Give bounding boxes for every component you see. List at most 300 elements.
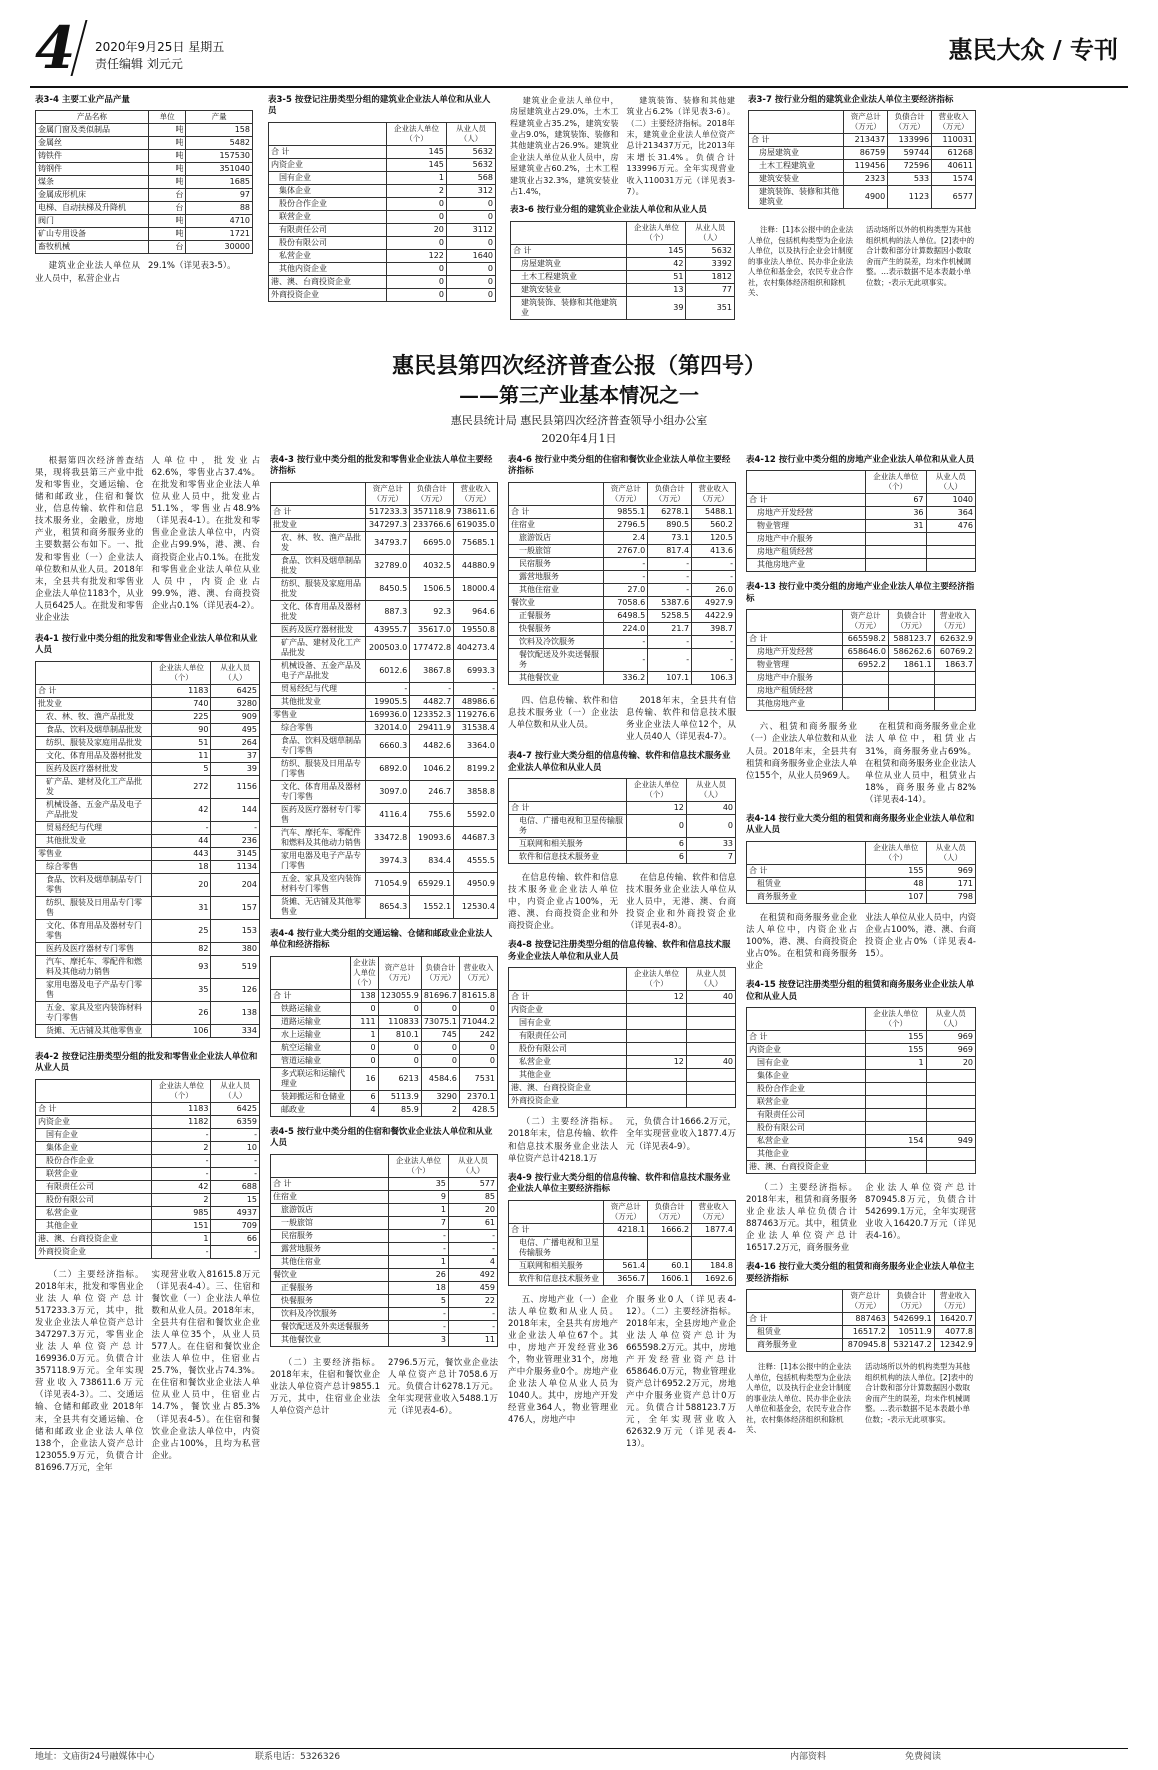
paragraph: 在租赁和商务服务业企业法人单位中，内资企业占100%，港、澳、台商投资企业占0%。在租赁和商务服务业企 <box>746 912 857 972</box>
cell-value: 577 <box>448 1177 497 1190</box>
cell-value: 32789.0 <box>366 554 410 577</box>
column-header <box>747 1290 843 1313</box>
table-title: 表3-5 按登记注册类型分组的建筑业企业法人单位和从业人员 <box>268 95 491 117</box>
table-row <box>747 890 976 903</box>
row-label: 纺织、服装及家庭用品批发 <box>271 577 366 600</box>
cell-value <box>866 1096 926 1109</box>
cell-value: 34793.7 <box>366 531 410 554</box>
column-header: 企业法人单位（个） <box>152 1079 211 1102</box>
table-4-12 <box>746 470 976 572</box>
column-header: 营业收入（万元） <box>454 482 498 505</box>
cell-value: 吨 <box>148 163 186 176</box>
cell-value: 619035.0 <box>454 518 498 531</box>
cell-value: 4950.9 <box>454 872 498 895</box>
cell-value: 93 <box>152 955 211 978</box>
table-row <box>269 236 496 249</box>
cell-value: 586262.6 <box>888 646 934 659</box>
paragraph: （二）主要经济指标。2018年末，信息传输、软件和信息技术服务业企业法人单位资产总计4218.1万 <box>508 1117 618 1164</box>
cell-value: 107 <box>866 890 926 903</box>
table-row <box>36 1128 260 1141</box>
table-row <box>36 847 260 860</box>
table-row <box>271 1216 498 1229</box>
cell-value: 3290 <box>421 1090 459 1103</box>
cell-value: 43955.7 <box>366 623 410 636</box>
table-header-row <box>509 968 736 991</box>
cell-value: 40 <box>686 1056 735 1069</box>
row-label: 内资企业 <box>36 1115 152 1128</box>
cell-value: 37 <box>211 749 260 762</box>
table-4-4 <box>270 956 498 1117</box>
row-label: 国有企业 <box>509 1017 627 1030</box>
table-row <box>509 570 736 583</box>
row-label: 建筑安装业 <box>749 173 844 186</box>
column-header: 负债合计（万元） <box>888 1290 934 1313</box>
row-label: 土木工程建筑业 <box>511 270 627 283</box>
cell-value: 60.1 <box>648 1259 692 1272</box>
column-header <box>36 1079 152 1102</box>
cell-value: - <box>454 682 498 695</box>
cell-value: 157530 <box>186 150 253 163</box>
row-label: 其他内资企业 <box>269 262 387 275</box>
cell-value: 561.4 <box>604 1259 648 1272</box>
column-header: 企业法人单位（个） <box>152 661 211 684</box>
cell-value: 312 <box>446 184 495 197</box>
table-row <box>509 1259 736 1272</box>
row-label: 水上运输业 <box>271 1028 351 1041</box>
cell-value: 398.7 <box>692 622 736 635</box>
cell-value: - <box>648 583 692 596</box>
cell-value: 492 <box>448 1268 497 1281</box>
cell-value <box>627 1030 687 1043</box>
row-label: 汽车、摩托车、零配件和燃料及其他动力销售 <box>271 826 366 849</box>
cell-value: 3858.8 <box>454 780 498 803</box>
table-row <box>747 1096 976 1109</box>
column-header <box>509 779 627 802</box>
cell-value: 4422.9 <box>692 609 736 622</box>
column-header <box>269 122 387 145</box>
table-row <box>749 186 976 209</box>
column-header <box>747 1008 866 1031</box>
column-header: 营业收入（万元） <box>932 111 976 134</box>
row-label: 股份有限公司 <box>747 1122 866 1135</box>
table-row <box>36 176 253 189</box>
cell-value: - <box>448 1242 497 1255</box>
row-label: 铁路运输业 <box>271 1002 351 1015</box>
paragraph: 建筑装饰、装修和其他建筑业占6.2%（详见表3-6）。（二）主要经济指标。2018年末，建筑业企业法人单位资产总计213437万元，比2013年末增长31.4%。负债合计133996万元。全年实现营业收入110031万元（详见表3-7）。 <box>626 96 735 196</box>
cell-value: 6498.5 <box>604 609 648 622</box>
cell-value: 738611.6 <box>454 505 498 518</box>
table-title: 表4-8 按登记注册类型分组的信息传输、软件和信息技术服务业企业法人单位和从业人员 <box>508 940 731 962</box>
row-label: 矿山专用设备 <box>36 228 149 241</box>
cell-value: 158 <box>186 124 253 137</box>
cell-value: 25 <box>152 919 211 942</box>
table-row <box>747 1339 976 1352</box>
table-row <box>271 1268 498 1281</box>
table-row <box>36 1001 260 1024</box>
column-header: 资产总计（万元） <box>366 482 410 505</box>
table-row <box>36 1141 260 1154</box>
cell-value: 4 <box>448 1255 497 1268</box>
cell-value: 75685.1 <box>454 531 498 554</box>
table-row <box>36 860 260 873</box>
table-row <box>271 849 498 872</box>
column-header <box>509 482 604 505</box>
table-header-row <box>747 610 976 633</box>
column-header: 从业人员（人） <box>211 661 260 684</box>
table-title: 表4-1 按行业中类分组的批发和零售业企业法人单位和从业人员 <box>35 633 258 656</box>
cell-value: - <box>448 1307 497 1320</box>
column-header <box>749 111 844 134</box>
bulletin-subtitle: ——第三产业基本情况之一 <box>459 383 699 407</box>
cell-value: 177472.8 <box>410 636 454 659</box>
column-header: 企业法人单位（个） <box>866 471 926 494</box>
cell-value <box>934 685 975 698</box>
cell-value: 5632 <box>446 158 495 171</box>
cell-value: 19550.8 <box>454 623 498 636</box>
cell-value: 246.7 <box>410 780 454 803</box>
cell-value: 36 <box>866 507 926 520</box>
cell-value: 272 <box>152 775 211 798</box>
cell-value: 71044.2 <box>459 1015 497 1028</box>
row-label: 外商投资企业 <box>36 1245 152 1258</box>
cell-value <box>686 1030 735 1043</box>
paragraph: 在租赁和商务服务业企业法人单位中，租赁业占31%，商务服务业占69%。在租赁和商务服务业企业法人单位从业人员中，租赁业占18%，商务服务业占82%（详见表4-14）。 <box>865 722 976 805</box>
table-row <box>36 684 260 697</box>
table-row <box>747 533 976 546</box>
table-row <box>271 1294 498 1307</box>
table-row <box>509 544 736 557</box>
table-3-4 <box>35 110 253 254</box>
column-header <box>511 221 627 244</box>
cell-value: 745 <box>421 1028 459 1041</box>
cell-value: 1046.2 <box>410 757 454 780</box>
table-row <box>271 1320 498 1333</box>
cell-value: 1861.1 <box>888 659 934 672</box>
column-header: 资产总计（万元） <box>378 956 421 989</box>
cell-value: 90 <box>152 723 211 736</box>
row-label: 合 计 <box>509 505 604 518</box>
cell-value: 964.6 <box>454 600 498 623</box>
table-row <box>509 609 736 622</box>
row-label: 集体企业 <box>36 1141 152 1154</box>
table-row <box>36 1245 260 1258</box>
cell-value <box>926 1109 975 1122</box>
cell-value: 985 <box>152 1206 211 1219</box>
table-header-row <box>747 1008 976 1031</box>
cell-value: 8654.3 <box>366 895 410 918</box>
table-row <box>509 596 736 609</box>
cell-value: 740 <box>152 697 211 710</box>
table-row <box>271 1281 498 1294</box>
table-4-5 <box>270 1154 498 1347</box>
row-label: 纺织、服装及日用品专门零售 <box>271 757 366 780</box>
column-header: 从业人员（人） <box>446 122 495 145</box>
cell-value: 29411.9 <box>410 721 454 734</box>
table-4-3 <box>270 482 498 919</box>
paragraph: 29.1%（详见表3-5）。 <box>148 261 236 272</box>
row-label: 露营地服务 <box>271 1242 389 1255</box>
cell-value: 10 <box>211 1141 260 1154</box>
column-header: 企业法人单位（个） <box>866 1008 926 1031</box>
cell-value: 0 <box>351 1002 379 1015</box>
row-label: 其他企业 <box>747 1148 866 1161</box>
cell-value: - <box>152 1245 211 1258</box>
cell-value: - <box>152 1154 211 1167</box>
table-title: 表4-12 按行业中类分组的房地产业企业法人单位和从业人员 <box>746 455 975 465</box>
cell-value: 0 <box>446 275 495 288</box>
cell-value: - <box>604 557 648 570</box>
table-row <box>271 577 498 600</box>
cell-value <box>888 672 934 685</box>
cell-value: 0 <box>459 1041 497 1054</box>
table-row <box>747 685 976 698</box>
row-label: 合 计 <box>747 864 866 877</box>
cell-value: 2323 <box>844 173 888 186</box>
table-row <box>509 531 736 544</box>
cell-value: - <box>692 648 736 671</box>
cell-value: 4555.5 <box>454 849 498 872</box>
row-label: 矿产品、建材及化工产品批发 <box>271 636 366 659</box>
cell-value: 40 <box>686 991 735 1004</box>
table-row <box>509 583 736 596</box>
row-label: 餐饮配送及外卖送餐服务 <box>271 1320 389 1333</box>
cell-value: 0 <box>387 236 447 249</box>
cell-value: 2 <box>152 1141 211 1154</box>
cell-value: 133996 <box>888 134 932 147</box>
row-label: 合 计 <box>509 802 627 815</box>
table-row <box>749 173 976 186</box>
cell-value: 688 <box>211 1180 260 1193</box>
table-row <box>36 775 260 798</box>
column-header: 资产总计（万元） <box>604 482 648 505</box>
column-header: 从业人员（人） <box>211 1079 260 1102</box>
table-row <box>271 872 498 895</box>
table-row <box>511 244 735 257</box>
column-header <box>747 841 866 864</box>
table-row <box>747 1031 976 1044</box>
row-label: 外商投资企业 <box>509 1095 627 1108</box>
row-label: 私营企业 <box>269 249 387 262</box>
table-header-row <box>271 956 498 989</box>
cell-value <box>686 1004 735 1017</box>
cell-value: 85 <box>448 1190 497 1203</box>
table-row <box>511 296 735 319</box>
row-label: 互联网和相关服务 <box>509 838 627 851</box>
table-title: 表4-15 按登记注册类型分组的租赁和商务服务业企业法人单位和从业人员 <box>746 980 975 1002</box>
row-label: 民宿服务 <box>509 557 604 570</box>
cell-value: 4218.1 <box>604 1223 648 1236</box>
row-label: 合 计 <box>747 1031 866 1044</box>
row-label: 其他批发业 <box>271 695 366 708</box>
footnote: 活动场所以外的机构类型为其他组织机构的法人单位。[2]表中的合计数和部分计算数据因小数取舍而产生的误差，均未作机械调整。…表示数据不足本表最小单位数；-表示无此项事实。 <box>865 1362 974 1424</box>
row-label: 国有企业 <box>269 171 387 184</box>
table-row <box>36 1167 260 1180</box>
paragraph: 根据第四次经济普查结果，现将我县第三产业中批发和零售业，交通运输、仓储和邮政业，住宿和餐饮业，信息传输、软件和信息技术服务业，金融业，房地产业，租赁和商务服务业的主要数据公布如下。一、批发和零售业（一）企业法人单位数和从业人员。2018年末，全县共有批发和零售业企业法人单位1183个，从业人员6425人。在批发和零售业企业法 <box>35 456 144 623</box>
cell-value: 0 <box>446 210 495 223</box>
row-label: 一般旅馆 <box>271 1216 389 1229</box>
cell-value: 9855.1 <box>604 505 648 518</box>
row-label: 餐饮业 <box>271 1268 389 1281</box>
page-number: 4 <box>35 14 76 82</box>
row-label: 畜牧机械 <box>36 241 149 254</box>
row-label: 金属门窗及类似制品 <box>36 124 149 137</box>
cell-value: 82 <box>152 942 211 955</box>
table-row <box>271 1054 498 1067</box>
table-row <box>747 1313 976 1326</box>
cell-value: 495 <box>211 723 260 736</box>
cell-value: 107.1 <box>648 671 692 684</box>
row-label: 快餐服务 <box>509 622 604 635</box>
cell-value: 110833 <box>378 1015 421 1028</box>
row-label: 房屋建筑业 <box>511 257 627 270</box>
row-label: 五金、家具及室内装饰材料专门零售 <box>36 1001 152 1024</box>
cell-value: 7531 <box>459 1067 497 1090</box>
footer-free: 免费阅读 <box>905 1752 942 1762</box>
table-row <box>511 257 735 270</box>
row-label: 装卸搬运和仓储业 <box>271 1090 351 1103</box>
cell-value: 0 <box>421 1002 459 1015</box>
cell-value: 0 <box>351 1041 379 1054</box>
table-header-row <box>747 471 976 494</box>
cell-value: - <box>604 635 648 648</box>
cell-value: 0 <box>446 236 495 249</box>
cell-value: 517233.3 <box>366 505 410 518</box>
cell-value: 72596 <box>888 160 932 173</box>
cell-value: 380 <box>211 942 260 955</box>
table-title: 表4-9 按行业大类分组的信息传输、软件和信息技术服务业企业法人单位主要经济指标 <box>508 1172 731 1195</box>
table-row <box>747 546 976 559</box>
table-row <box>747 520 976 533</box>
bulletin-title: 惠民县第四次经济普查公报（第四号） <box>391 353 766 379</box>
cell-value: 154 <box>866 1135 926 1148</box>
table-4-13 <box>746 609 976 711</box>
cell-value: 18 <box>152 860 211 873</box>
cell-value: 1606.1 <box>648 1272 692 1285</box>
row-label: 联营企业 <box>36 1167 152 1180</box>
cell-value: 48986.6 <box>454 695 498 708</box>
cell-value: 26.0 <box>692 583 736 596</box>
cell-value: 10511.9 <box>888 1326 934 1339</box>
cell-value: 51 <box>627 270 686 283</box>
table-row <box>509 1069 736 1082</box>
table-row <box>269 223 496 236</box>
cell-value: 233766.6 <box>410 518 454 531</box>
cell-value: 6359 <box>211 1115 260 1128</box>
cell-value: 0 <box>378 1054 421 1067</box>
row-label: 食品、饮料及烟草制品批发 <box>36 723 152 736</box>
cell-value: 890.5 <box>648 518 692 531</box>
table-row <box>36 896 260 919</box>
column-header: 资产总计（万元） <box>843 610 889 633</box>
cell-value <box>866 1070 926 1083</box>
cell-value: 65929.1 <box>410 872 454 895</box>
cell-value: 吨 <box>148 176 186 189</box>
paragraph: 在信息传输、软件和信息技术服务业企业法人单位从业人员中，无港、澳、台商投资企业和外商投资企业（详见表4-8）。 <box>626 873 736 932</box>
row-label: 合 计 <box>747 1313 843 1326</box>
cell-value: - <box>152 1128 211 1141</box>
cell-value <box>926 1148 975 1161</box>
footer-phone: 联系电话：5326326 <box>255 1752 341 1762</box>
cell-value: 0 <box>459 1054 497 1067</box>
cell-value: 4482.7 <box>410 695 454 708</box>
paragraph: 元，负债合计1666.2万元，全年实现营业收入1877.4万元（详见表4-9）。 <box>626 1117 736 1152</box>
row-label: 家用电器及电子产品专门零售 <box>271 849 366 872</box>
cell-value: 0 <box>387 275 447 288</box>
paragraph: 业法人单位从业人员中，内资企业占100%，港、澳、台商投资企业占0%（详见表4-15）。 <box>865 912 976 959</box>
row-label: 合 计 <box>36 1102 152 1115</box>
cell-value: 31 <box>152 896 211 919</box>
cell-value <box>627 1004 687 1017</box>
paragraph: 在信息传输、软件和信息技术服务业企业法人单位中，内资企业占100%，无港、澳、台商投资企业和外商投资企业。 <box>508 873 618 932</box>
column-header: 从业人员（人） <box>926 841 975 864</box>
row-label: 港、澳、台商投资企业 <box>36 1232 152 1245</box>
cell-value: 122 <box>387 249 447 262</box>
cell-value: 4032.5 <box>410 554 454 577</box>
row-label: 股份有限公司 <box>269 236 387 249</box>
cell-value: 5 <box>152 762 211 775</box>
row-label: 电信、广播电视和卫星传输服务 <box>509 815 627 838</box>
paragraph: 2796.5万元，餐饮业企业法人单位资产总计7058.6万元。负债合计6278.1万元。全年实现营业收入5488.1万元（详见表4-6）。 <box>388 1357 498 1417</box>
table-row <box>36 798 260 821</box>
column-header: 资产总计（万元） <box>844 111 888 134</box>
row-label: 有限责任公司 <box>747 1109 866 1122</box>
table-row <box>509 1082 736 1095</box>
cell-value: 798 <box>926 890 975 903</box>
table-row <box>747 1083 976 1096</box>
table-header-row <box>747 1290 976 1313</box>
cell-value: 665598.2 <box>843 633 889 646</box>
table-4-1 <box>35 661 260 1038</box>
table-row <box>36 697 260 710</box>
cell-value: 6 <box>351 1090 379 1103</box>
cell-value: 119456 <box>844 160 888 173</box>
column-header <box>747 610 843 633</box>
cell-value <box>866 1161 926 1174</box>
cell-value: 138 <box>211 1001 260 1024</box>
cell-value <box>934 698 975 711</box>
cell-value: 吨 <box>148 215 186 228</box>
cell-value: - <box>152 821 211 834</box>
table-row <box>36 189 253 202</box>
cell-value: 台 <box>148 202 186 215</box>
table-row <box>269 275 496 288</box>
cell-value: 3 <box>389 1333 449 1346</box>
cell-value: 1134 <box>211 860 260 873</box>
cell-value: 476 <box>926 520 975 533</box>
column-header: 企业法人单位（个） <box>866 841 926 864</box>
cell-value: 404273.4 <box>454 636 498 659</box>
cell-value: 3097.0 <box>366 780 410 803</box>
footnote: 活动场所以外的机构类型为其他组织机构的法人单位。[2]表中的合计数和部分计算数据因小数取舍而产生的误差，均未作机械调整。…表示数据不足本表最小单位数；-表示无此项事实。 <box>866 225 975 287</box>
column-header: 资产总计（万元） <box>604 1200 648 1223</box>
cell-value: 2 <box>152 1193 211 1206</box>
table-row <box>271 826 498 849</box>
cell-value: 62632.9 <box>934 633 975 646</box>
cell-value: 86759 <box>844 147 888 160</box>
cell-value: - <box>692 570 736 583</box>
cell-value: 12530.4 <box>454 895 498 918</box>
table-row <box>36 762 260 775</box>
cell-value: 1685 <box>186 176 253 189</box>
cell-value: 969 <box>926 864 975 877</box>
table-row <box>36 736 260 749</box>
row-label: 有限责任公司 <box>269 223 387 236</box>
row-label: 合 计 <box>747 494 866 507</box>
cell-value: 3364.0 <box>454 734 498 757</box>
table-3-5-block <box>268 95 496 302</box>
cell-value: 3145 <box>211 847 260 860</box>
cell-value: - <box>448 1320 497 1333</box>
